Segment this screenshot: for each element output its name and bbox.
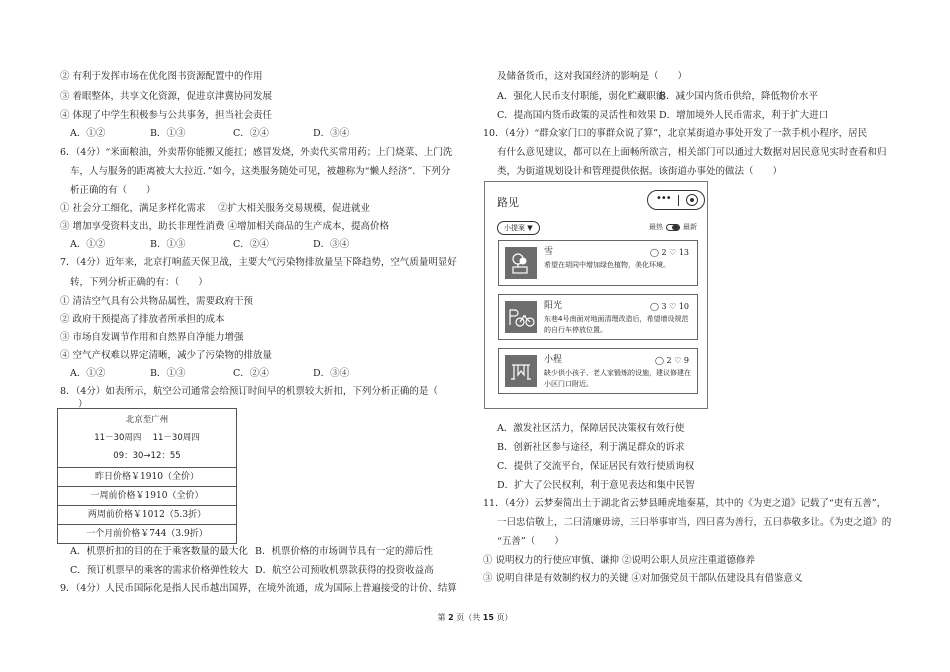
- q8-stem-2: ）: [78, 399, 88, 410]
- option-a: A．机票折扣的目的在于乘客数量的最大化: [70, 546, 248, 557]
- option-d: D．增加境外人民币需求，利于扩大进口: [659, 110, 829, 121]
- like-count: 13: [678, 248, 689, 257]
- time-label: 09：30→12：55: [113, 451, 181, 461]
- option-c: C．预订机票早的乘客的需求价格弹性较大: [70, 565, 249, 576]
- user-name: 小程: [544, 355, 563, 365]
- q7-item-1: ① 清洁空气具有公共物品属性，需要政府干预: [60, 296, 254, 307]
- option-d: D．③④: [313, 128, 350, 139]
- option-b: B．①③: [150, 128, 186, 139]
- q11-stem-3: “五善”（ ）: [497, 536, 564, 547]
- close-target-icon: [686, 194, 698, 206]
- footer-middle: 页（共: [456, 613, 481, 622]
- ticket-price-table: [57, 408, 237, 544]
- filter-dropdown: 小提案 ▼: [497, 221, 540, 235]
- q6-items-1: ① 社会分工细化，满足多样化需求 ②扩大相关服务交易规模，促进就业: [60, 203, 371, 214]
- q8-stem-1: 8．（4分）如表所示，航空公司通常会给预订时间早的机票较大折扣，下列分析正确的是（: [60, 386, 438, 397]
- option-c: C．②④: [233, 368, 269, 379]
- q7-item-3: ③ 市场自发调节作用和自然界自净能力增强: [60, 332, 244, 343]
- table-row: 一个月前价格￥744（3.9折）: [58, 525, 237, 544]
- heart-icon: ♡: [674, 356, 682, 365]
- app-title: 路见: [497, 196, 519, 209]
- q10-option-d: D．扩大了公民权利，利于意见表达和集中民智: [497, 480, 695, 491]
- comment-icon: ◯: [649, 302, 659, 311]
- option-d: D．③④: [313, 239, 350, 250]
- route-label: 北京至广州: [125, 415, 169, 425]
- option-d: D．航空公司预收机票款获得的投资收益高: [255, 565, 434, 576]
- q6-stem-1: 6．（4分）“米面粮油，外卖帮你能搬又能扛；感冒发烧，外卖代买常用药；上门烧菜、上门洗: [60, 147, 453, 158]
- option-d: D．③④: [313, 368, 350, 379]
- heart-icon: ♡: [669, 302, 677, 311]
- q11-stem-1: 11．（4分）云梦秦简出土于湖北省云梦县睡虎地秦墓，其中的《为吏之道》记载了“吏有五善”，: [483, 498, 887, 509]
- suggestion-text: 希望在胡同中增加绿色植物，美化环境。: [544, 261, 670, 269]
- sort-hot-label: 最热: [649, 223, 663, 231]
- footer-suffix: 页）: [496, 613, 513, 622]
- user-name: 阳光: [544, 301, 563, 311]
- page-footer: [0, 612, 950, 623]
- option-c: C．提高国内货币政策的灵活性和效果: [497, 110, 657, 121]
- heart-icon: ♡: [669, 248, 677, 257]
- q5-item-2: ② 有利于发挥市场在优化图书资源配置中的作用: [60, 71, 263, 82]
- q10-stem-1: 10．（4分）“群众家门口的事群众说了算”，北京某街道办事处开发了一款手机小程序，居民: [483, 128, 868, 139]
- card-stats: [655, 356, 689, 365]
- option-a: A．强化人民币支付职能，弱化贮藏职能: [497, 91, 666, 102]
- option-a: A．①②: [70, 368, 106, 379]
- current-page-number: 2: [448, 613, 454, 622]
- option-b: B．①③: [150, 368, 186, 379]
- option-b: B．①③: [150, 239, 186, 250]
- q5-item-4: ④ 体现了中学生积极参与公共事务，担当社会责任: [60, 110, 273, 121]
- option-a: A．①②: [70, 128, 106, 139]
- suggestion-text: 东巷4号南面对地面清理改造后，希望增设规范的自行车停放位置。: [544, 315, 689, 334]
- q10-option-a: A．激发社区活力，保障居民决策权有效行使: [497, 423, 685, 434]
- q6-items-2: ③ 增加享受资料支出，助长非理性消费 ④增加相关商品的生产成本，提高价格: [60, 221, 390, 232]
- card-stats: [650, 302, 689, 311]
- footer-prefix: 第: [437, 613, 446, 622]
- q6-stem-3: 析正确的有（ ）: [70, 185, 156, 196]
- table-row: 两周前价格￥1012（5.3折）: [58, 506, 237, 525]
- more-icon: •••: [656, 193, 671, 204]
- sort-new-label: 最新: [683, 223, 697, 231]
- q7-item-4: ④ 空气产权难以界定清晰，减少了污染物的排放量: [60, 350, 273, 361]
- mini-program-screenshot: [484, 181, 708, 409]
- option-b: B．机票价格的市场调节具有一定的滞后性: [255, 546, 433, 557]
- sort-toggle-icon: [666, 224, 680, 231]
- q11-items-1: ① 说明权力的行使应审慎、谦抑 ②说明公职人员应注重道德修养: [483, 555, 756, 566]
- like-count: 10: [678, 302, 689, 311]
- q10-stem-3: 类，为街道规划设计和管理提供依据。该街道办事处的做法（ ）: [497, 166, 783, 177]
- q5-item-3: ③ 着眼整体，共享文化资源，促进京津冀协同发展: [60, 91, 273, 102]
- q9-stem-2: 及储备货币，这对我国经济的影响是（ ）: [497, 71, 688, 82]
- bicycle-parking-icon: [505, 301, 537, 333]
- comment-count: 3: [661, 302, 667, 311]
- option-a: A．①②: [70, 239, 106, 250]
- q7-stem-2: 转，下列分析正确的有：（ ）: [70, 277, 208, 288]
- table-row: 一周前价格￥1910（全价）: [58, 487, 237, 506]
- suggestion-card: [498, 240, 698, 286]
- table-row: 昨日价格￥1910（全价）: [58, 468, 237, 487]
- comment-icon: ◯: [655, 356, 664, 365]
- q10-option-c: C．提供了交流平台，保证居民有效行使质询权: [497, 461, 695, 472]
- q11-items-2: ③ 说明自律是有效制约权力的关键 ④对加强党员干部队伍建设具有借鉴意义: [483, 573, 803, 584]
- card-stats: [650, 248, 689, 257]
- comment-count: 2: [661, 248, 667, 257]
- sort-toggle-area: [649, 222, 697, 232]
- option-c: C．②④: [233, 128, 269, 139]
- table-header-cell: [58, 409, 237, 468]
- user-name: 雪: [544, 247, 554, 257]
- like-count: 9: [683, 356, 689, 365]
- dates-label: 11－30周四 11－30周四: [94, 433, 200, 443]
- q10-stem-2: 有什么意见建议，都可以在上面畅所欲言，相关部门可以通过大数据对居民意见实时查看和归: [497, 147, 887, 158]
- suggestion-text: 缺少供小孩子、老人家锻炼的设施，建议修建在小区门口附近。: [544, 369, 691, 388]
- q10-option-b: B．创新社区参与途径，利于满足群众的诉求: [497, 442, 685, 453]
- option-b: B．减少国内货币供给，降低物价水平: [659, 91, 818, 102]
- option-c: C．②④: [233, 239, 269, 250]
- suggestion-card: [498, 348, 698, 394]
- comment-count: 2: [666, 356, 672, 365]
- capsule-divider: [678, 195, 679, 206]
- q9-stem-1: 9．（4分）人民币国际化是指人民币越出国界，在境外流通，成为国际上普遍接受的计价、结算: [60, 583, 457, 594]
- q7-item-2: ② 政府干预提高了排放者所承担的成本: [60, 314, 225, 325]
- comment-icon: ◯: [649, 248, 659, 257]
- q11-stem-2: 一曰忠信敬上，二曰清廉毋谤，三曰举事审当，四曰喜为善行，五曰恭敬多让。《为吏之道》的: [497, 517, 892, 528]
- q6-stem-2: 车，人与服务的距离被大大拉近．”如今，这类服务随处可见，被趣称为“懒人经济”．下列分: [70, 166, 451, 177]
- suggestion-card: [498, 294, 698, 340]
- fitness-facility-icon: [505, 355, 537, 387]
- mini-program-capsule: [647, 190, 705, 210]
- q7-stem-1: 7．（4分）近年来，北京打响蓝天保卫战，主要大气污染物排放量呈下降趋势，空气质量明显好: [60, 257, 457, 268]
- tree-plant-icon: [505, 247, 537, 279]
- total-page-number: 15: [482, 613, 494, 622]
